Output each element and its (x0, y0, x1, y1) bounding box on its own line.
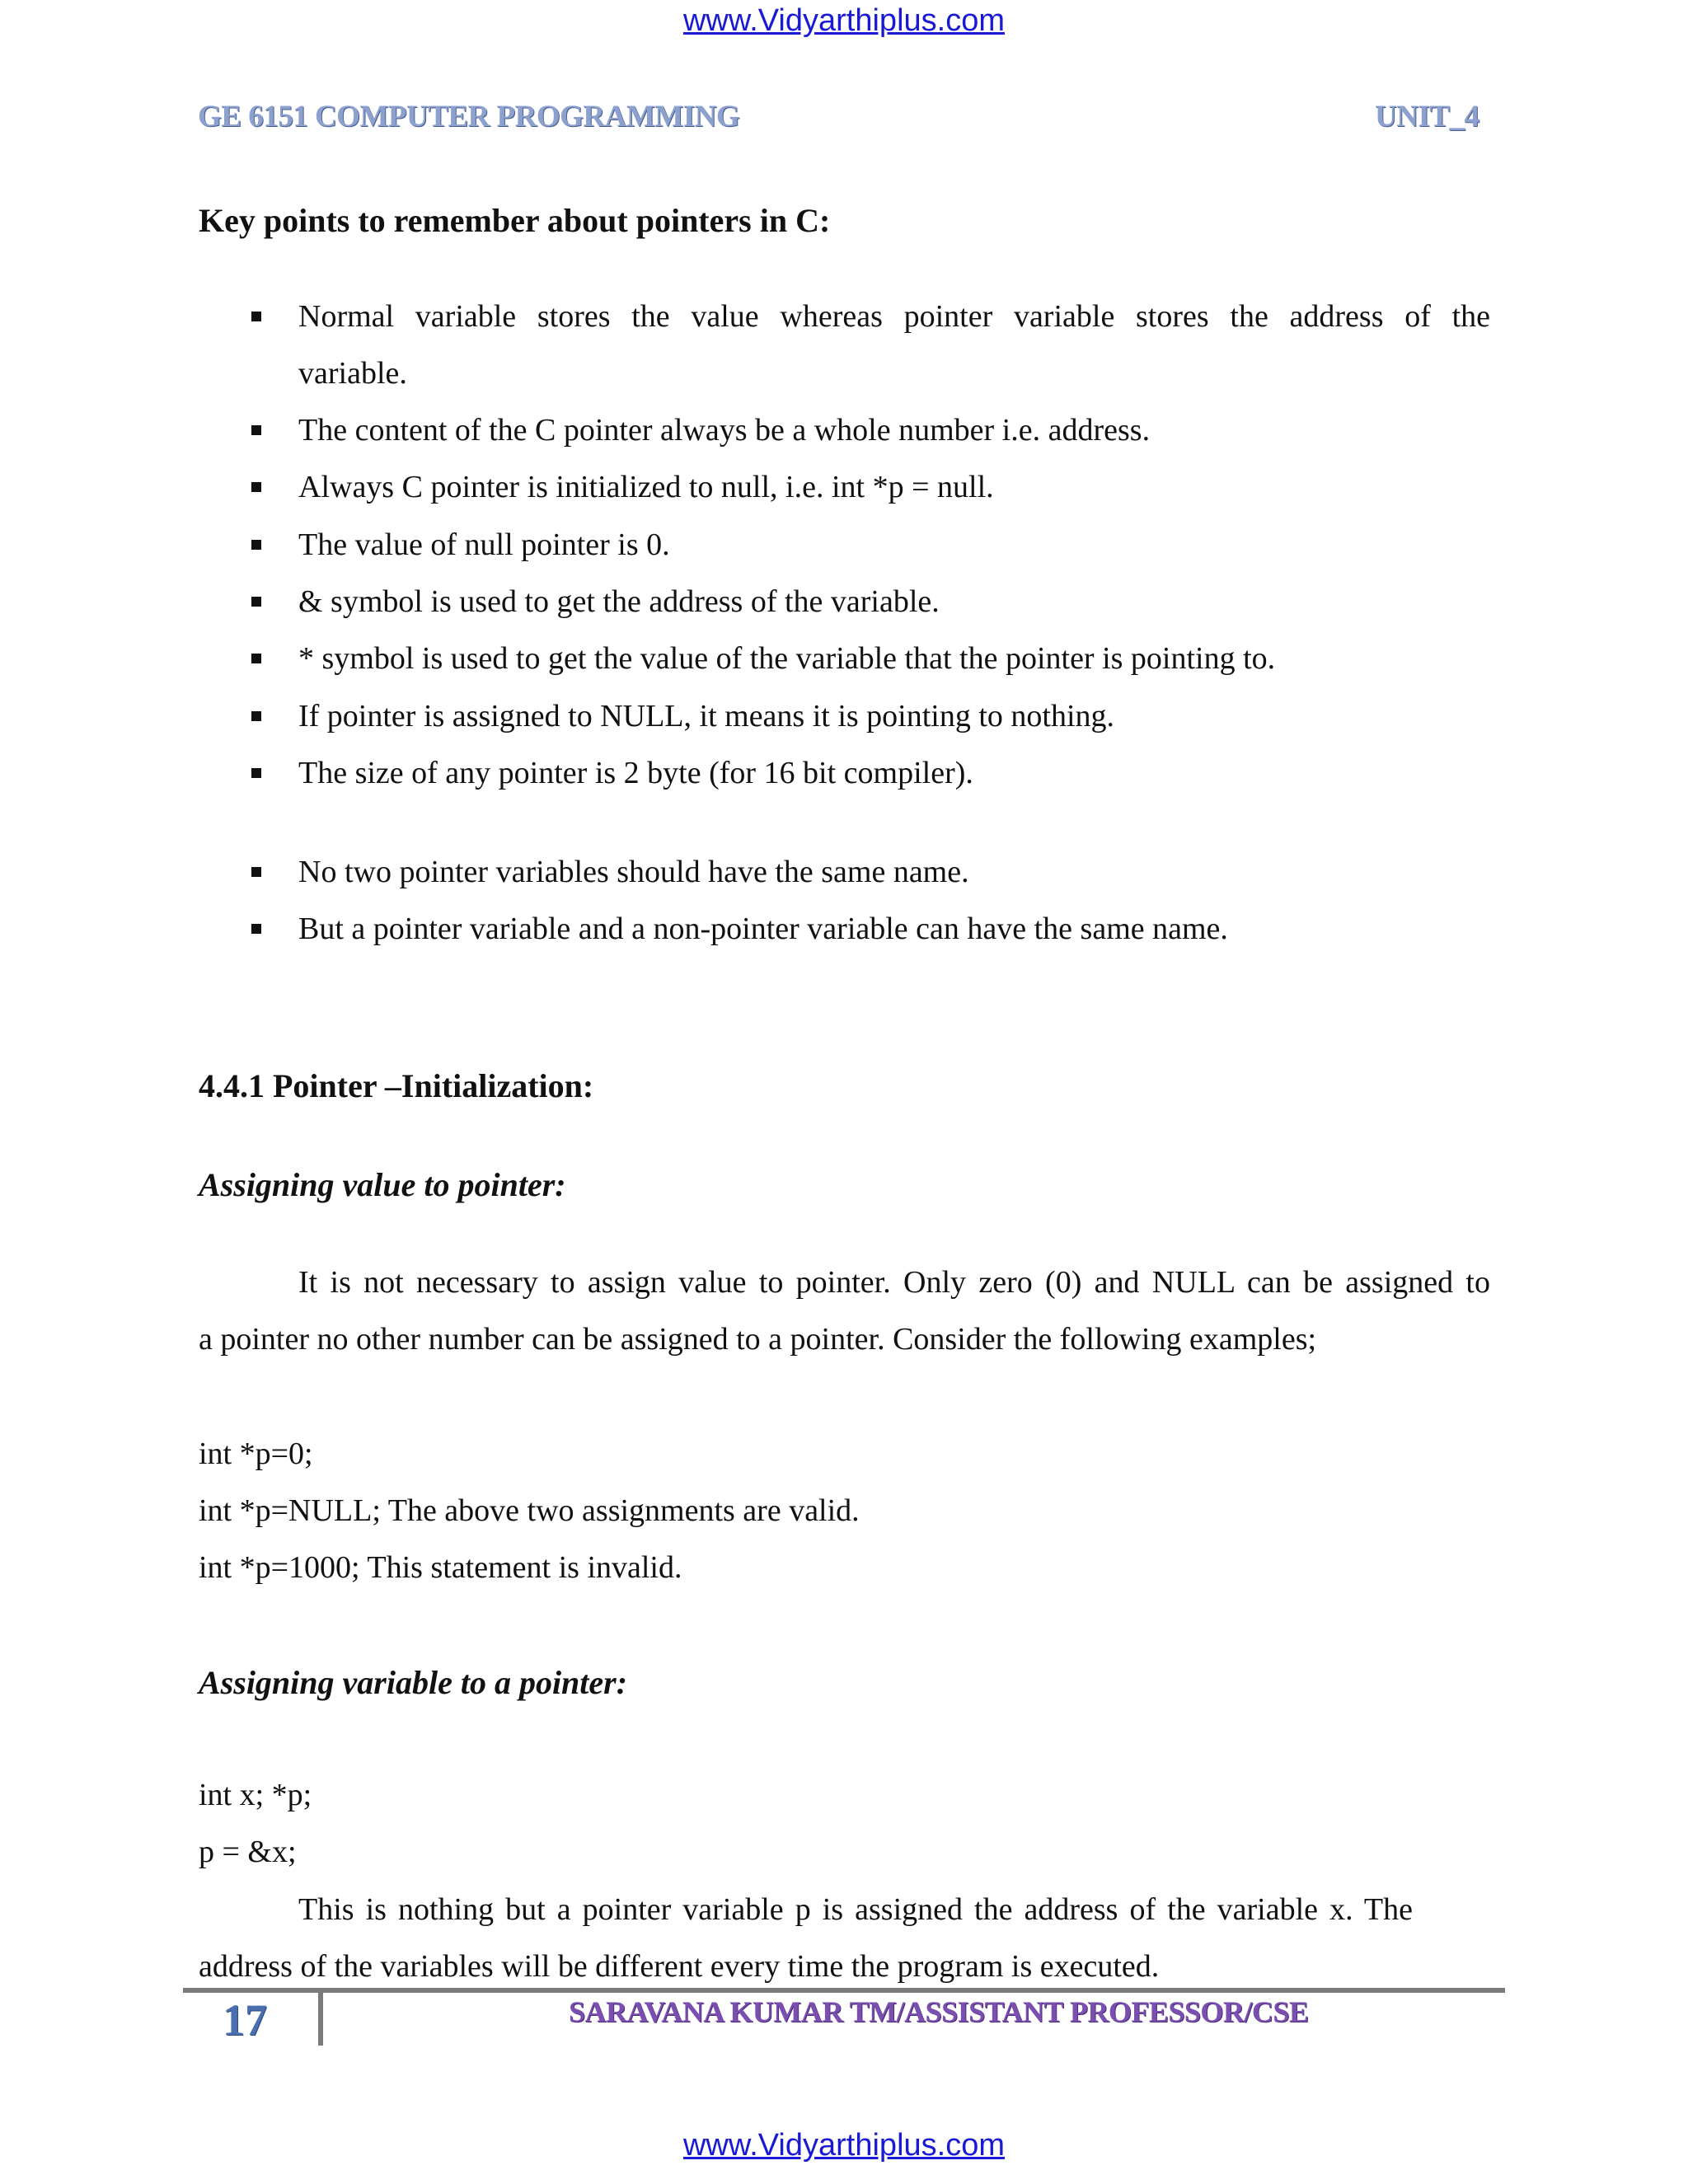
code-line: int *p=1000; This statement is invalid. (199, 1550, 682, 1585)
bullet-marker (251, 482, 261, 492)
list-item: The size of any pointer is 2 byte (for 16 bit compiler). (298, 756, 973, 790)
key-points-heading: Key points to remember about pointers in C: (199, 202, 831, 239)
bottom-watermark-link[interactable]: www.Vidyarthiplus.com (682, 2128, 1005, 2163)
list-item: Always C pointer is initialized to null, i.e. int *p = null. (298, 470, 994, 504)
bullet-marker (251, 711, 261, 721)
code-line: int *p=NULL; The above two assignments are valid. (199, 1493, 860, 1528)
footer-vertical-divider (318, 1991, 323, 2046)
header-course-title: GE 6151 COMPUTER PROGRAMMING (198, 100, 740, 134)
bullet-marker (251, 924, 261, 934)
list-item: But a pointer variable and a non-pointer variable can have the same name. (298, 912, 1228, 946)
page-number: 17 (223, 1995, 267, 2045)
subheading-assigning-variable: Assigning variable to a pointer: (199, 1664, 628, 1701)
list-item: * symbol is used to get the value of the variable that the pointer is pointing to. (298, 641, 1276, 676)
bullet-marker (251, 312, 261, 321)
top-watermark-link[interactable]: www.Vidyarthiplus.com (682, 3, 1005, 38)
list-item-continuation: variable. (298, 356, 407, 391)
paragraph-line: a pointer no other number can be assigned to a pointer. Consider the following examples; (199, 1322, 1317, 1357)
code-line: int x; *p; (199, 1778, 312, 1812)
header-unit: UNIT_4 (1375, 100, 1479, 134)
list-item: The content of the C pointer always be a whole number i.e. address. (298, 413, 1151, 448)
code-line: int *p=0; (199, 1436, 313, 1471)
bullet-marker (251, 425, 261, 435)
bullet-marker (251, 540, 261, 550)
paragraph-line: address of the variables will be different every time the program is executed. (199, 1949, 1160, 1984)
section-heading-pointer-initialization: 4.4.1 Pointer –Initialization: (199, 1067, 594, 1104)
bullet-marker (251, 654, 261, 663)
footer-divider (183, 1988, 1505, 1993)
paragraph-line: It is not necessary to assign value to pointer. Only zero (0) and NULL can be assigned to (298, 1265, 1490, 1300)
list-item: The value of null pointer is 0. (298, 527, 670, 562)
list-item: Normal variable stores the value whereas pointer variable stores the address of the (298, 299, 1490, 334)
bullet-marker (251, 768, 261, 778)
subheading-assigning-value: Assigning value to pointer: (199, 1166, 566, 1203)
paragraph-line: This is nothing but a pointer variable p is assigned the address of the variable x. The (298, 1892, 1413, 1927)
bullet-marker (251, 597, 261, 607)
list-item: No two pointer variables should have the same name. (298, 855, 969, 889)
code-line: p = &x; (199, 1835, 297, 1869)
footer-author: SARAVANA KUMAR TM/ASSISTANT PROFESSOR/CSE (569, 1995, 1309, 2028)
list-item: & symbol is used to get the address of the variable. (298, 584, 940, 619)
bullet-marker (251, 867, 261, 877)
list-item: If pointer is assigned to NULL, it means it is pointing to nothing. (298, 699, 1115, 733)
